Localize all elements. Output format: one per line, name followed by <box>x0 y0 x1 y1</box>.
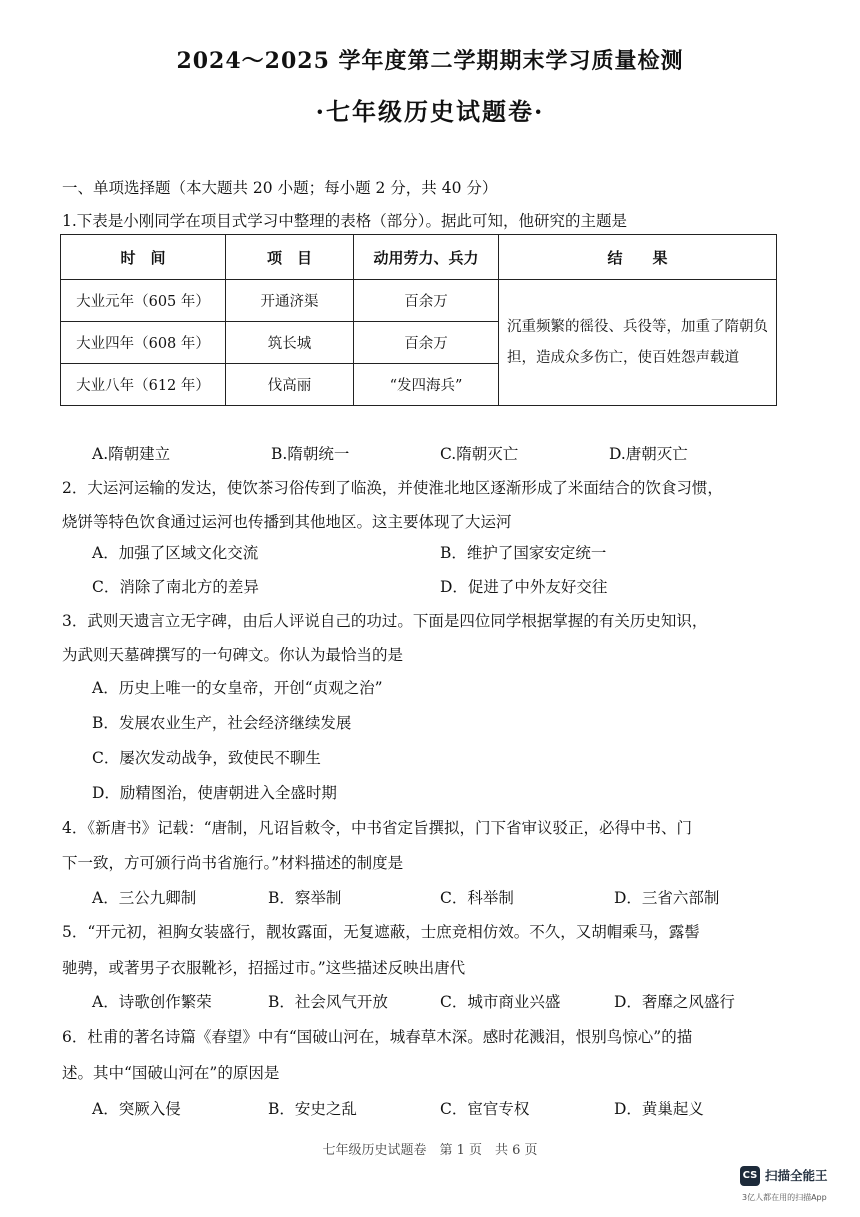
table-header-result: 结 果 <box>499 235 777 280</box>
q2-stem-line1: 2．大运河运输的发达，使饮茶习俗传到了临涣，并使淮北地区逐渐形成了米面结合的饮食习惯， <box>62 479 723 497</box>
q6-stem-line1: 6．杜甫的著名诗篇《春望》中有“国破山河在，城春草木深。感时花溅泪，恨别鸟惊心”的描 <box>62 1028 693 1046</box>
section-heading: 一、单项选择题（本大题共 20 小题；每小题 2 分，共 40 分） <box>62 179 498 197</box>
table-cell-result: 沉重频繁的徭役、兵役等，加重了隋朝负担，造成众多伤亡，使百姓怨声载道 <box>499 280 777 406</box>
q4-option-d: D．三省六部制 <box>614 889 720 907</box>
q3-option-b: B．发展农业生产，社会经济继续发展 <box>92 714 352 732</box>
table-header-force: 动用劳力、兵力 <box>354 235 499 280</box>
exam-title: 2024～2025 学年度第二学期期末学习质量检测 <box>176 48 684 74</box>
q5-stem-line1: 5．“开元初，袒胸女装盛行，靓妆露面，无复遮蔽，士庶竞相仿效。不久，又胡帽乘马，露髻 <box>62 923 700 941</box>
q3-stem-line2: 为武则天墓碑撰写的一句碑文。你认为最恰当的是 <box>62 646 404 664</box>
q5-option-c: C．城市商业兴盛 <box>440 993 561 1011</box>
q2-stem-line2: 烧饼等特色饮食通过运河也传播到其他地区。这主要体现了大运河 <box>62 513 512 531</box>
q5-option-b: B．社会风气开放 <box>268 993 388 1011</box>
q4-option-a: A．三公九卿制 <box>92 889 197 907</box>
table-header-project: 项 目 <box>226 235 354 280</box>
q1-option-a: A.隋朝建立 <box>92 445 171 463</box>
q1-option-c: C.隋朝灭亡 <box>440 445 519 463</box>
page-footer: 七年级历史试题卷 第 1 页 共 6 页 <box>322 1143 538 1158</box>
q6-stem-line2: 述。其中“国破山河在”的原因是 <box>62 1064 280 1082</box>
table-cell-project: 伐高丽 <box>226 364 354 406</box>
q1-table <box>60 234 777 406</box>
q3-option-c: C．屡次发动战争，致使民不聊生 <box>92 749 321 767</box>
table-cell-project: 开通济渠 <box>226 280 354 322</box>
table-cell-time: 大业元年（605 年） <box>61 280 226 322</box>
table-header-time: 时 间 <box>61 235 226 280</box>
q1-option-b: B.隋朝统一 <box>271 445 350 463</box>
q2-option-a: A．加强了区域文化交流 <box>92 544 259 562</box>
scanner-logo-icon: CS <box>740 1166 760 1186</box>
q4-option-c: C．科举制 <box>440 889 514 907</box>
q4-option-b: B．察举制 <box>268 889 342 907</box>
q3-stem-line1: 3．武则天遗言立无字碑，由后人评说自己的功过。下面是四位同学根据掌握的有关历史知识， <box>62 612 708 630</box>
q2-option-d: D．促进了中外友好交往 <box>440 578 608 596</box>
q6-option-a: A．突厥入侵 <box>92 1100 181 1118</box>
table-cell-time: 大业四年（608 年） <box>61 322 226 364</box>
scanner-app-name: 扫描全能王 <box>765 1168 828 1183</box>
table-header-row <box>61 235 777 280</box>
q1-option-d: D.唐朝灭亡 <box>609 445 688 463</box>
q6-option-b: B．安史之乱 <box>268 1100 357 1118</box>
table-cell-force: “发四海兵” <box>354 364 499 406</box>
q5-stem-line2: 驰骋，或著男子衣服靴衫，招摇过市。”这些描述反映出唐代 <box>62 959 466 977</box>
q6-option-d: D．黄巢起义 <box>614 1100 704 1118</box>
q3-option-d: D．励精图治，使唐朝进入全盛时期 <box>92 784 337 802</box>
q2-option-b: B．维护了国家安定统一 <box>440 544 607 562</box>
q3-option-a: A．历史上唯一的女皇帝，开创“贞观之治” <box>92 679 383 697</box>
table-row <box>61 280 777 322</box>
table-cell-project: 筑长城 <box>226 322 354 364</box>
q4-stem-line2: 下一致，方可颁行尚书省施行。”材料描述的制度是 <box>62 854 404 872</box>
q5-option-a: A．诗歌创作繁荣 <box>92 993 212 1011</box>
table-cell-time: 大业八年（612 年） <box>61 364 226 406</box>
scanner-tagline: 3亿人都在用的扫描App <box>742 1193 827 1202</box>
exam-subtitle: ·七年级历史试题卷· <box>315 97 545 126</box>
q6-option-c: C．宦官专权 <box>440 1100 530 1118</box>
q4-stem-line1: 4．《新唐书》记载：“唐制，凡诏旨敕令，中书省定旨撰拟，门下省审议驳正，必得中书、门 <box>62 819 693 837</box>
q2-option-c: C．消除了南北方的差异 <box>92 578 259 596</box>
table-cell-force: 百余万 <box>354 322 499 364</box>
q1-stem: 1.下表是小刚同学在项目式学习中整理的表格（部分）。据此可知，他研究的主题是 <box>62 212 628 230</box>
q5-option-d: D．奢靡之风盛行 <box>614 993 735 1011</box>
table-cell-force: 百余万 <box>354 280 499 322</box>
